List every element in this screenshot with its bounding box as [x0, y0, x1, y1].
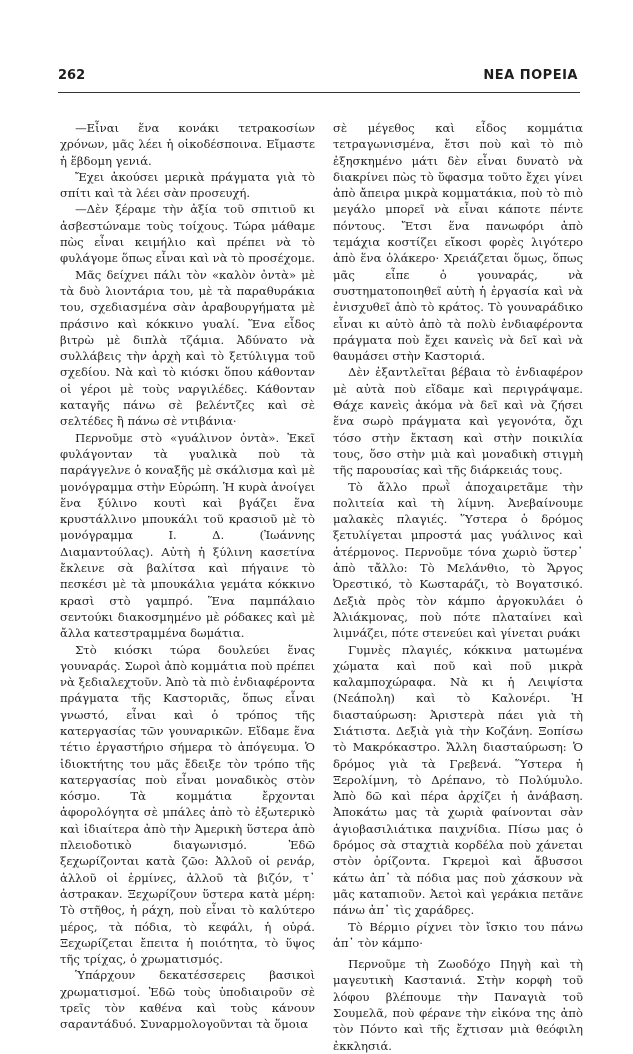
paragraph: Περνοῦμε τὴ Ζωοδόχο Πηγὴ καὶ τὴ μαγευτικὴ Καστανιά. Στὴν κορφὴ τοῦ λόφου βλέπουμε τὴν Παναγιὰ τοῦ Σουμελᾶ, ποὺ φέρανε τὴν εἰκόνα της ἀπὸ τὸν Πόντο καὶ τῆς ἔχτισαν μιὰ θεόφιλη ἐκκλησιά. [333, 957, 583, 1053]
page-header [58, 68, 578, 90]
paragraph: —Δὲν ξέραμε τὴν ἀξία τοῦ σπιτιοῦ κι ἀσβεστώναμε τοὺς τοίχους. Τώρα μάθαμε πὼς εἶναι κειμήλιο καὶ πρέπει νὰ τὸ φυλάγομε ὅπως εἶναι καὶ νὰ τὸ προσέχομε. [60, 202, 315, 266]
journal-title: ΝΕΑ ΠΟΡΕΙΑ [483, 68, 578, 83]
paragraph: Στὸ κιόσκι τώρα δουλεύει ἕνας γουναράς. Σωροὶ ἀπὸ κομμάτια ποὺ πρέπει νὰ ξεδιαλεχτοῦν. Ἀπὸ τὰ πιὸ ἐνδιαφέροντα πράγματα τῆς Καστοριᾶς, ὅπως εἶναι γνωστό, εἶναι καὶ ὁ τρόπος τῆς κατεργασίας τῶν γουναρικῶν. Εἴδαμε ἕνα τέτιο ἐργαστήριο σήμερα τὸ ἀπόγευμα. Ὁ ἰδιοκτήτης του μᾶς ἔδειξε τὸν τρόπο τῆς κατεργασίας ποὺ εἶναι μοναδικὸς στὸν κόσμο. Τὰ κομμάτια ἔρχονται ἀφορολόγητα σὲ μπάλες ἀπὸ τὸ ἐξωτερικὸ καὶ ἰδιαίτερα ἀπὸ τὴν Ἀμερικὴ ὕστερα ἀπὸ πλειοδοτικὸ διαγωνισμό. Ἐδῶ ξεχωρίζονται κατὰ ζῶο: Ἀλλοῦ οἱ ρενάρ, ἀλλοῦ οἱ ἑρμίνες, ἀλλοῦ τὰ βιζόν, τ᾽ ἀστρακαν. Ξεχωρίζουν ὕστερα κατὰ μέρη: Τὸ στῆθος, ἡ ράχη, ποὺ εἶναι τὸ καλύτερο μέρος, τὰ πόδια, τὸ κεφάλι, ἡ οὐρά. Ξεχωρίζεται ἔπειτα ἡ ποιότητα, τὸ ὕψος τῆς τρίχας, ὁ χρωματισμός. [60, 642, 315, 967]
paragraph: σὲ μέγεθος καὶ εἶδος κομμάτια τετραγωνισμένα, ἔτσι ποὺ καὶ τὸ πιὸ ἐξησκημένο μάτι δὲν εἶναι δυνατὸ νὰ διακρίνει πὼς τὸ ὕφασμα τοῦτο ἔχει γίνει ἀπὸ ἄπειρα μικρὰ κομματάκια, ποὺ τὸ πιὸ μεγάλο μπορεῖ νὰ εἶναι κάποτε πέντε πόντους. Ἔτσι ἕνα πανωφόρι ἀπὸ τεμάχια κοστίζει εἴκοσι φορὲς λιγότερο ἀπὸ ἕνα ὁλάκερο· Χρειάζεται ὅμως, ὅπως μᾶς εἶπε ὁ γουναράς, νὰ συστηματοποιηθεῖ αὐτὴ ἡ ἐργασία καὶ νὰ ἐνισχυθεῖ ἀπὸ τὸ κράτος. Τὸ γουναράδικο εἶναι κι αὐτὸ ἀπὸ τὰ πολὺ ἐνδιαφέροντα πράγματα ποὺ ἔχει κανεὶς νὰ δεῖ καὶ νὰ θαυμάσει στὴν Καστοριά. [333, 121, 583, 364]
page-number: 262 [58, 68, 86, 83]
paragraph: Περνοῦμε στὸ «γυάλινον ὀντὰ». Ἐκεῖ φυλάγονταν τὰ γυαλικὰ ποὺ τὰ παράγγελνε ὁ κοναξῆς μὲ σκάλισμα καὶ μὲ μονόγραμμα στὴν Εὐρώπη. Ἡ κυρὰ ἀνοίγει ἕνα ξύλινο κουτὶ καὶ βγάζει ἕνα κρυστάλλινο μπουκάλι τοῦ κρασιοῦ μὲ τὸ μονόγραμμα Ι. Δ. (Ἰωάννης Διαμαντούλας). Αὐτὴ ἡ ξύλινη κασετίνα ἔκλεινε σὰ βαλίτσα καὶ πήγαινε τὸ πεσκέσι μὲ τὰ μπουκάλια γεμάτα κόκκινο κρασὶ στὸ γαμπρό. Ἕνα παμπάλαιο σεντούκι διακοσμημένο μὲ ρόδακες καὶ μὲ ἄλλα κατεστραμμένα δωμάτια. [60, 430, 315, 641]
paragraph: Ἔχει ἀκούσει μερικὰ πράγματα γιὰ τὸ σπίτι καὶ τὰ λέει σὰν προσευχή. [60, 169, 315, 201]
header-rule [58, 92, 580, 93]
paragraph: Γυμνὲς πλαγιές, κόκκινα ματωμένα χώματα καὶ ποῦ καὶ ποῦ μικρὰ καλαμποχώραφα. Νὰ κι ἡ Λειψίστα (Νεάπολη) καὶ τὸ Καλονέρι. Ἡ διασταύρωση: Ἀριστερὰ πάει γιὰ τὴ Σιάτιστα. Δεξιὰ γιὰ τὴν Κοζάνη. Ξοπίσω τὸ Μακρόκαστρο. Ἄλλη διασταύρωση: Ὁ δρόμος γιὰ τὰ Γρεβενά. Ὕστερα ἡ Ξερολίμνη, τὸ Δρέπανο, τὸ Πολύμυλο. Ἀπὸ δῶ καὶ πέρα ἀρχίζει ἡ ἀνάβαση. Ἀποκάτω μας τὰ χωριὰ φαίνονται σὰν ἁγιοβασιλιάτικα παιχνίδια. Πίσω μας ὁ δρόμος σὰ σταχτιὰ κορδέλα ποὺ χάνεται στὸν ὁρίζοντα. Γκρεμοὶ καὶ ἄβυσσοι κάτω ἀπ᾽ τὰ πόδια μας ποὺ χάσκουν νὰ μᾶς καταπιοῦν. Ἀετοὶ καὶ γεράκια πετᾶνε πάνω ἀπ᾽ τὶς χαράδρες. [333, 642, 583, 918]
paragraph: Μᾶς δείχνει πάλι τὸν «καλὸν ὀντὰ» μὲ τὰ δυὸ λιοντάρια του, μὲ τὰ παραθυράκια του, σχεδιασμένα σὰν ἀραβουργήματα μὲ πράσινο καὶ κόκκινο γυαλί. Ἕνα εἶδος βιτρὼ μὲ διπλὰ τζάμια. Ἀδύνατο νὰ συλλάβεις τὴν ἀρχὴ καὶ τὸ ξετύλιγμα τοῦ σχεδίου. Νὰ καὶ τὸ κιόσκι ὅπου κάθονταν οἱ γέροι μὲ τοὺς ναργιλέδες. Κάθονταν καταγῆς πάνω σὲ βελέντζες καὶ σὲ σελτέδες ἢ πάνω σὲ ντιβάνια· [60, 267, 315, 429]
left-column [60, 120, 315, 1033]
right-column [333, 120, 583, 1054]
paragraph: Ὑπάρχουν δεκατέσσερεις βασικοὶ χρωματισμοί. Ἐδῶ τοὺς ὑποδιαιροῦν σὲ τρεῖς τὸν καθένα καὶ τοὺς κάνουν σαραντάδυό. Συναρμολογοῦνται τὰ ὅμοια [60, 968, 315, 1032]
paragraph: Δὲν ἐξαντλεῖται βέβαια τὸ ἐνδιαφέρον μὲ αὐτὰ ποὺ εἴδαμε καὶ περιγράψαμε. Θάχε κανεὶς ἀκόμα νὰ δεῖ καὶ νὰ ζήσει ἕνα σωρὸ πράγματα καὶ γεγονότα, ὄχι τόσο στὴν ἔκταση καὶ στὴν ποικιλία τους, ὅσο στὴν μιὰ καὶ μοναδικὴ στιγμὴ τῆς παρουσίας καὶ τῆς διάρκειάς τους. [333, 365, 583, 478]
paragraph: Τὸ Βέρμιο ρίχνει τὸν ἴσκιο του πάνω ἀπ᾽ τὸν κάμπο· [333, 919, 583, 950]
paragraph: —Εἶναι ἕνα κονάκι τετρακοσίων χρόνων, μᾶς λέει ἡ οἰκοδέσποινα. Εἴμαστε ἡ ἕβδομη γενιά. [60, 121, 315, 168]
paragraph: Τὸ ἄλλο πρωῒ ἀποχαιρετᾶμε τὴν πολιτεία καὶ τὴ λίμνη. Ἀνεβαίνουμε μαλακὲς πλαγιές. Ὕστερα ὁ δρόμος ξετυλίγεται μπροστά μας γυάλινος καὶ ἀτέρμονος. Περνοῦμε τόνα χωριὸ ὕστερ᾽ ἀπὸ τἄλλο: Τὸ Μελάνθιο, τὸ Ἄργος Ὀρεστικό, τὸ Κωσταράζι, τὸ Βογατσικό. Δεξιὰ πρὸς τὸν κάμπο ἀργοκυλάει ὁ Ἀλιάκμονας, ποὺ πότε πλαταίνει καὶ λιμνάζει, πότε στενεύει καὶ γίνεται ρυάκι [333, 479, 583, 641]
